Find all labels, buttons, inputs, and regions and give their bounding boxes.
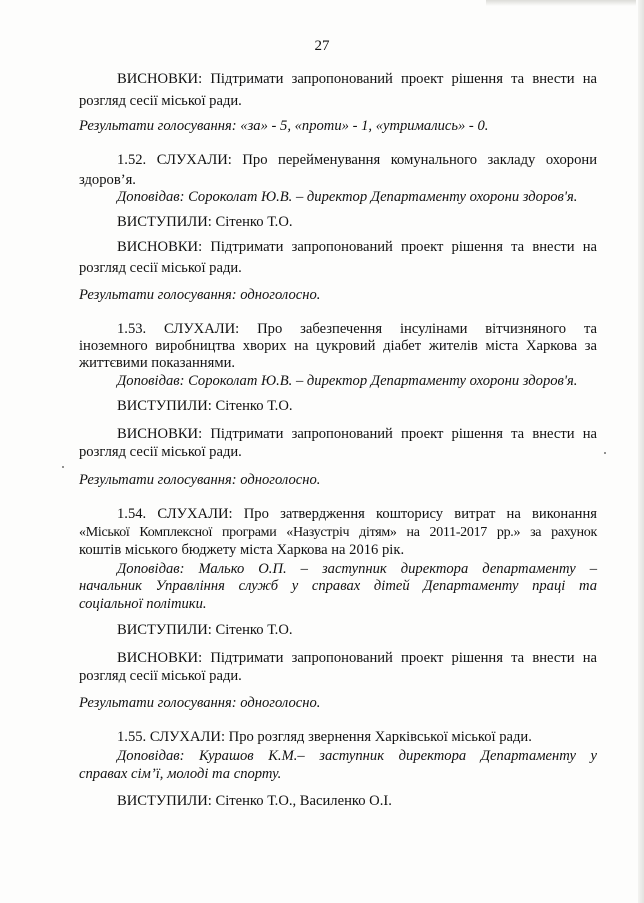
scan-edge	[638, 0, 644, 903]
heard-item-1-54: 1.54. СЛУХАЛИ: Про затвердження кошторису витрат на виконання	[117, 506, 597, 522]
voting-results: Результати голосування: одноголосно.	[79, 695, 321, 711]
speaker-line: Доповідав: Курашов К.М.– заступник директора Департаменту у	[117, 748, 597, 764]
heard-item-1-53: 1.53. СЛУХАЛИ: Про забезпечення інсулінами вітчизняного та	[117, 321, 597, 337]
conclusions-line-cont: розгляд сесії міської ради.	[79, 444, 242, 460]
speakers-line: ВИСТУПИЛИ: Сітенко Т.О.	[117, 622, 293, 638]
conclusions-line: ВИСНОВКИ: Підтримати запропонований проект рішення та внести на	[117, 650, 597, 666]
speaker-line-cont: начальник Управління служб у справах дітей Департаменту праці та	[79, 578, 597, 594]
speakers-line: ВИСТУПИЛИ: Сітенко Т.О., Василенко О.І.	[117, 793, 392, 809]
speaker-line: Доповідав: Сороколат Ю.В. – директор Департаменту охорони здоров'я.	[117, 373, 578, 389]
heard-item-1-53-cont: іноземного виробництва хворих на цукровий діабет жителів міста Харкова за	[79, 338, 597, 354]
scan-smudge	[486, 0, 636, 6]
speakers-line: ВИСТУПИЛИ: Сітенко Т.О.	[117, 214, 293, 230]
page-number: 27	[314, 38, 330, 54]
conclusions-line: ВИСНОВКИ: Підтримати запропонований проект рішення та внести на	[117, 426, 597, 442]
conclusions-line-cont: розгляд сесії міської ради.	[79, 668, 242, 684]
heard-item-1-54-cont: коштів міського бюджету міста Харкова на 2016 рік.	[79, 542, 405, 558]
conclusions-line: ВИСНОВКИ: Підтримати запропонований проект рішення та внести на	[117, 71, 597, 87]
conclusions-line-cont: розгляд сесії міської ради.	[79, 93, 242, 109]
speakers-line: ВИСТУПИЛИ: Сітенко Т.О.	[117, 398, 293, 414]
speaker-line: Доповідав: Малько О.П. – заступник директора департаменту –	[117, 561, 597, 577]
speaker-line: Доповідав: Сороколат Ю.В. – директор Департаменту охорони здоров'я.	[117, 189, 578, 205]
heard-item-1-52-cont: здоров’я.	[79, 172, 136, 188]
scan-speck	[604, 452, 606, 454]
conclusions-line-cont: розгляд сесії міської ради.	[79, 260, 242, 276]
scan-speck	[62, 466, 64, 468]
heard-item-1-55: 1.55. СЛУХАЛИ: Про розгляд звернення Харківської міської ради.	[117, 729, 532, 745]
heard-item-1-53-cont: життєвими показаннями.	[79, 355, 236, 371]
heard-item-1-54-cont: «Міської Комплексної програми «Назустріч дітям» на 2011-2017 рр.» за рахунок	[79, 525, 597, 540]
speaker-line-cont: соціальної політики.	[79, 596, 207, 612]
speaker-line-cont: справах сім’ї, молоді та спорту.	[79, 766, 282, 782]
voting-results: Результати голосування: одноголосно.	[79, 287, 321, 303]
voting-results: Результати голосування: одноголосно.	[79, 472, 321, 488]
conclusions-line: ВИСНОВКИ: Підтримати запропонований проект рішення та внести на	[117, 239, 597, 255]
voting-results: Результати голосування: «за» - 5, «проти» - 1, «утримались» - 0.	[79, 118, 489, 134]
heard-item-1-52: 1.52. СЛУХАЛИ: Про перейменування комунального закладу охорони	[117, 152, 597, 168]
